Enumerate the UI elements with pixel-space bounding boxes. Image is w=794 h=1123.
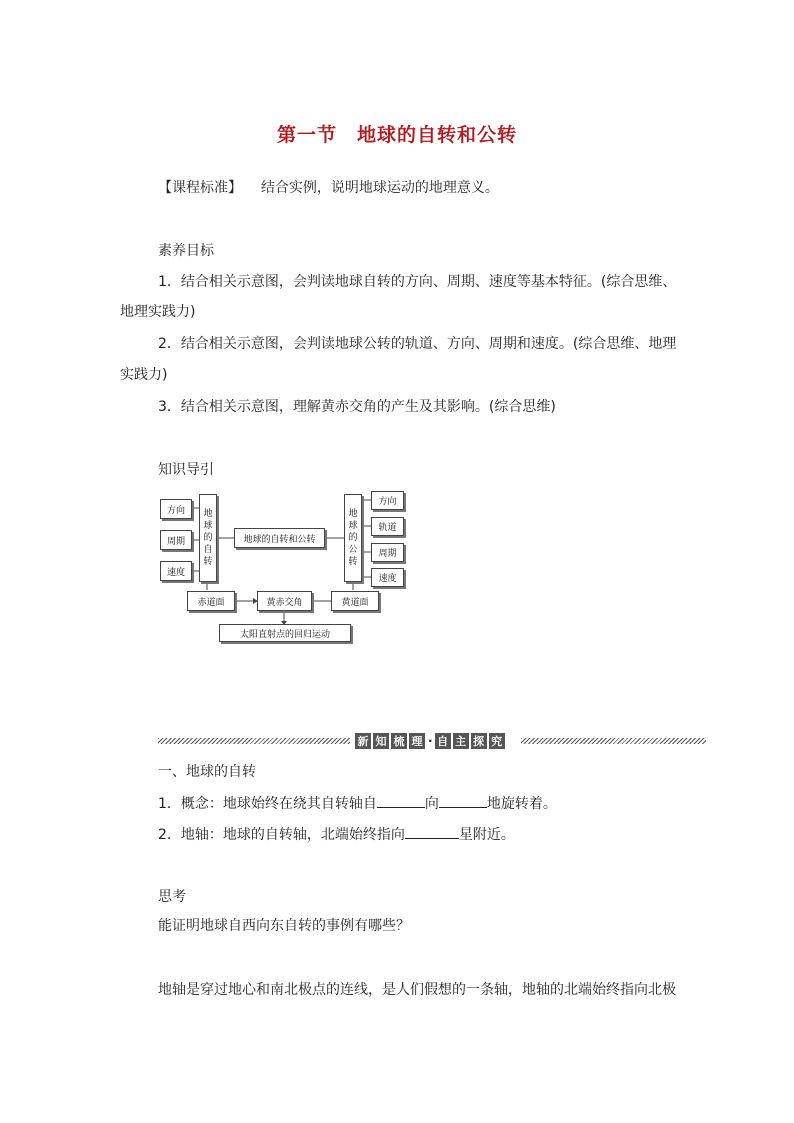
subsolar-migration-box: [219, 624, 351, 642]
revolution-direction-label: 方向: [378, 497, 397, 507]
fill-blank-1[interactable]: [377, 793, 425, 808]
section1-heading: 一、地球的自转: [158, 764, 256, 780]
goal-item-2: 2．结合相关示意图，会判读地球公转的轨道、方向、周期和速度。(综合思维、地理: [158, 336, 677, 352]
course-standard-text: 结合实例，说明地球运动的地理意义。: [260, 180, 499, 196]
course-standard-label: 【课程标准】: [158, 180, 242, 196]
banner-char-3: 梳: [391, 733, 407, 749]
equator-plane-box: [187, 591, 235, 611]
center-topic-label: 地球的自转和公转: [243, 534, 316, 545]
revolution-speed-label: 速度: [378, 574, 397, 584]
revolution-period-label: 周期: [378, 549, 397, 559]
banner-char-4: 理: [409, 733, 425, 749]
knowledge-diagram: [155, 490, 415, 645]
banner-char-8: 究: [489, 733, 505, 749]
banner-dot: ·: [428, 734, 433, 748]
goal-item-1: 1．结合相关示意图，会判读地球自转的方向、周期、速度等基本特征。(综合思维、: [158, 274, 677, 290]
rotation-char-1: 地: [203, 509, 213, 519]
page-title: 第一节 地球的自转和公转: [276, 124, 517, 146]
goal-item-2-cont: 实践力): [120, 367, 168, 383]
course-standard: [158, 178, 499, 198]
revolution-orbit-box: [371, 517, 404, 536]
think-heading: 思考: [158, 889, 186, 905]
center-topic-box: [234, 528, 325, 548]
section1-item-1: [158, 793, 557, 814]
banner-char-6: 主: [453, 733, 469, 749]
fill-blank-2[interactable]: [439, 793, 487, 808]
revolution-orbit-label: 轨道: [378, 523, 397, 533]
section1-item-1-text-b: 向: [424, 796, 439, 812]
section1-item-1-text-a: 1．概念：地球始终在绕其自转轴自: [158, 796, 377, 812]
rotation-char-5: 转: [203, 557, 213, 567]
section-banner: [355, 733, 507, 749]
goal-item-3: 3．结合相关示意图，理解黄赤交角的产生及其影响。(综合思维): [158, 399, 556, 415]
rotation-char-3: 的: [203, 533, 213, 543]
rotation-direction-box: [160, 499, 192, 519]
body-paragraph: 地轴是穿过地心和南北极点的连线，是人们假想的一条轴，地轴的北端始终指向北极: [158, 982, 676, 998]
section1-item-2-text-b: 星附近。: [458, 827, 515, 843]
obliquity-box: [257, 591, 312, 611]
goal-item-1-cont: 地理实践力): [120, 304, 196, 320]
banner-char-7: 探: [471, 733, 487, 749]
rotation-speed-label: 速度: [166, 567, 185, 578]
subsolar-migration-label: 太阳直射点的回归运动: [239, 629, 330, 640]
section1-item-2: [158, 824, 515, 845]
revolution-char-1: 地: [348, 509, 358, 519]
rotation-period-box: [160, 530, 192, 550]
revolution-char-4: 公: [348, 545, 358, 555]
ecliptic-plane-label: 黄道面: [341, 597, 369, 608]
earth-revolution-box: [344, 494, 362, 582]
obliquity-label: 黄赤交角: [266, 597, 303, 608]
banner-char-5: 自: [435, 733, 451, 749]
section1-item-1-text-c: 地旋转着。: [486, 796, 557, 812]
revolution-char-3: 的: [348, 533, 358, 543]
section-divider: [158, 733, 706, 749]
goals-heading: 素养目标: [158, 243, 214, 259]
rotation-char-4: 自: [203, 545, 213, 555]
banner-char-1: 新: [355, 733, 371, 749]
fill-blank-3[interactable]: [405, 824, 459, 839]
think-question: 能证明地球自西向东自转的事例有哪些？: [158, 918, 410, 934]
rotation-speed-box: [160, 561, 192, 581]
revolution-speed-box: [371, 568, 404, 587]
rotation-period-label: 周期: [166, 536, 185, 547]
revolution-period-box: [371, 543, 404, 562]
guide-heading: 知识导引: [158, 462, 214, 478]
rotation-char-2: 球: [203, 521, 213, 531]
divider-hatch-left: [158, 738, 350, 744]
divider-hatch-right: [521, 738, 706, 744]
earth-rotation-box: [199, 494, 217, 582]
revolution-char-5: 转: [348, 557, 358, 567]
ecliptic-plane-box: [331, 591, 379, 611]
revolution-direction-box: [371, 491, 404, 510]
revolution-char-2: 球: [348, 521, 358, 531]
rotation-direction-label: 方向: [166, 505, 185, 516]
equator-plane-label: 赤道面: [197, 597, 225, 608]
banner-char-2: 知: [373, 733, 389, 749]
section1-item-2-text-a: 2．地轴：地球的自转轴，北端始终指向: [158, 827, 405, 843]
